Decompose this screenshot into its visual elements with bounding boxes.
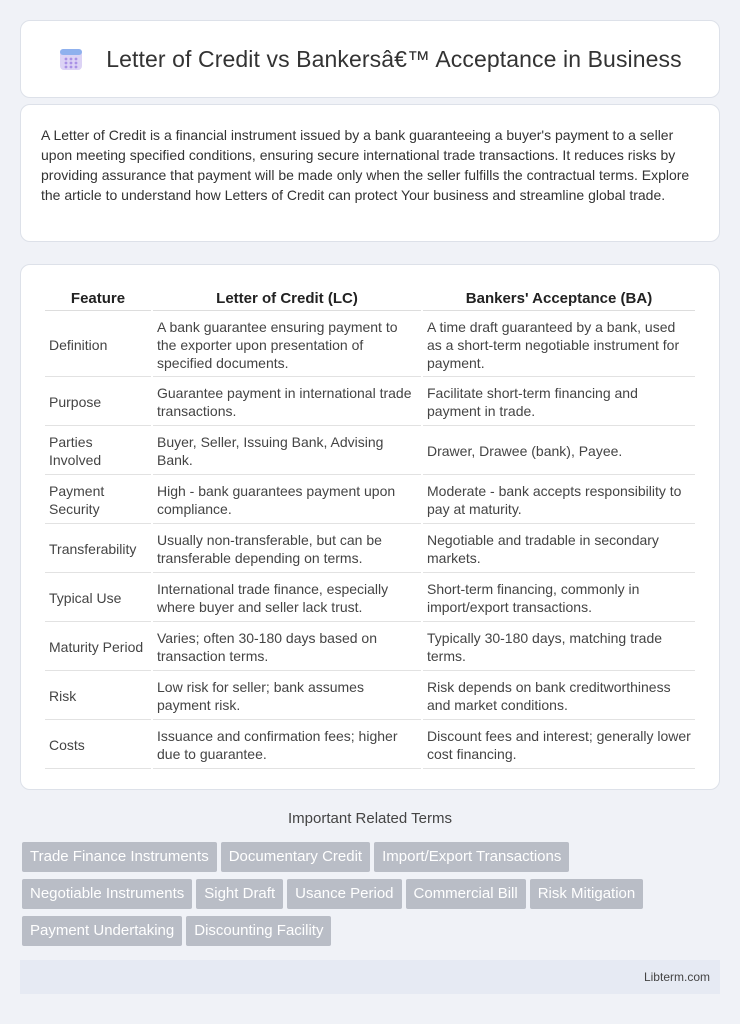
title-card [20, 20, 720, 98]
row-feature: Purpose [45, 379, 151, 426]
row-ba: Short-term financing, commonly in import/export transactions. [423, 575, 695, 622]
footer-site-link[interactable]: Libterm.com [643, 970, 710, 984]
table-row [45, 526, 695, 573]
header-ba: Bankers' Acceptance (BA) [423, 287, 695, 311]
related-term-tag[interactable]: Commercial Bill [406, 879, 526, 909]
intro-text: A Letter of Credit is a financial instrument issued by a bank guaranteeing a buyer's payment to a seller upon meeting specified conditions, ensuring secure international trade transactions. It reduces risks by providing assurance that payment will be made only when the seller fulfills the contractual terms. Explore the article to understand how Letters of Credit can protect Your business and streamline global trade. [41, 127, 690, 203]
related-term-tag[interactable]: Negotiable Instruments [22, 879, 192, 909]
page-title: Letter of Credit vs Bankersâ€™ Acceptance in Business [106, 45, 682, 72]
related-term-tag[interactable]: Payment Undertaking [22, 916, 182, 946]
row-feature: Maturity Period [45, 624, 151, 671]
table-row [45, 624, 695, 671]
related-term-tag[interactable]: Risk Mitigation [530, 879, 644, 909]
row-lc: Buyer, Seller, Issuing Bank, Advising Bank. [153, 428, 421, 475]
row-lc: Issuance and confirmation fees; higher due to guarantee. [153, 722, 421, 769]
table-row [45, 313, 695, 377]
row-ba: Typically 30-180 days, matching trade terms. [423, 624, 695, 671]
row-feature: Risk [45, 673, 151, 720]
row-feature: Definition [45, 313, 151, 377]
row-lc: Usually non-transferable, but can be transferable depending on terms. [153, 526, 421, 573]
table-row [45, 428, 695, 475]
row-ba: Facilitate short-term financing and payment in trade. [423, 379, 695, 426]
related-term-tag[interactable]: Usance Period [287, 879, 401, 909]
comparison-table [43, 285, 697, 771]
intro-card [20, 104, 720, 242]
related-term-tag[interactable]: Trade Finance Instruments [22, 842, 217, 872]
header-feature: Feature [45, 287, 151, 311]
related-term-tag[interactable]: Documentary Credit [221, 842, 370, 872]
table-row [45, 477, 695, 524]
row-ba: Drawer, Drawee (bank), Payee. [423, 428, 695, 475]
row-lc: High - bank guarantees payment upon compliance. [153, 477, 421, 524]
row-lc: International trade finance, especially where buyer and seller lack trust. [153, 575, 421, 622]
row-ba: A time draft guaranteed by a bank, used as a short-term negotiable instrument for payment. [423, 313, 695, 377]
row-lc: A bank guarantee ensuring payment to the exporter upon presentation of specified documents. [153, 313, 421, 377]
table-row [45, 575, 695, 622]
calendar-icon [58, 46, 84, 72]
table-row [45, 379, 695, 426]
row-ba: Risk depends on bank creditworthiness and market conditions. [423, 673, 695, 720]
table-header-row [45, 287, 695, 311]
footer [20, 960, 720, 994]
row-feature: Payment Security [45, 477, 151, 524]
row-feature: Parties Involved [45, 428, 151, 475]
related-term-tag[interactable]: Discounting Facility [186, 916, 331, 946]
related-terms-list [22, 842, 722, 953]
row-ba: Moderate - bank accepts responsibility to pay at maturity. [423, 477, 695, 524]
comparison-table-card [20, 264, 720, 790]
table-row [45, 722, 695, 769]
row-ba: Discount fees and interest; generally lower cost financing. [423, 722, 695, 769]
row-lc: Guarantee payment in international trade transactions. [153, 379, 421, 426]
row-ba: Negotiable and tradable in secondary markets. [423, 526, 695, 573]
row-feature: Costs [45, 722, 151, 769]
related-terms-title: Important Related Terms [288, 810, 452, 827]
row-feature: Transferability [45, 526, 151, 573]
related-term-tag[interactable]: Sight Draft [196, 879, 283, 909]
row-lc: Low risk for seller; bank assumes payment risk. [153, 673, 421, 720]
table-row [45, 673, 695, 720]
row-feature: Typical Use [45, 575, 151, 622]
header-lc: Letter of Credit (LC) [153, 287, 421, 311]
related-term-tag[interactable]: Import/Export Transactions [374, 842, 569, 872]
row-lc: Varies; often 30-180 days based on transaction terms. [153, 624, 421, 671]
